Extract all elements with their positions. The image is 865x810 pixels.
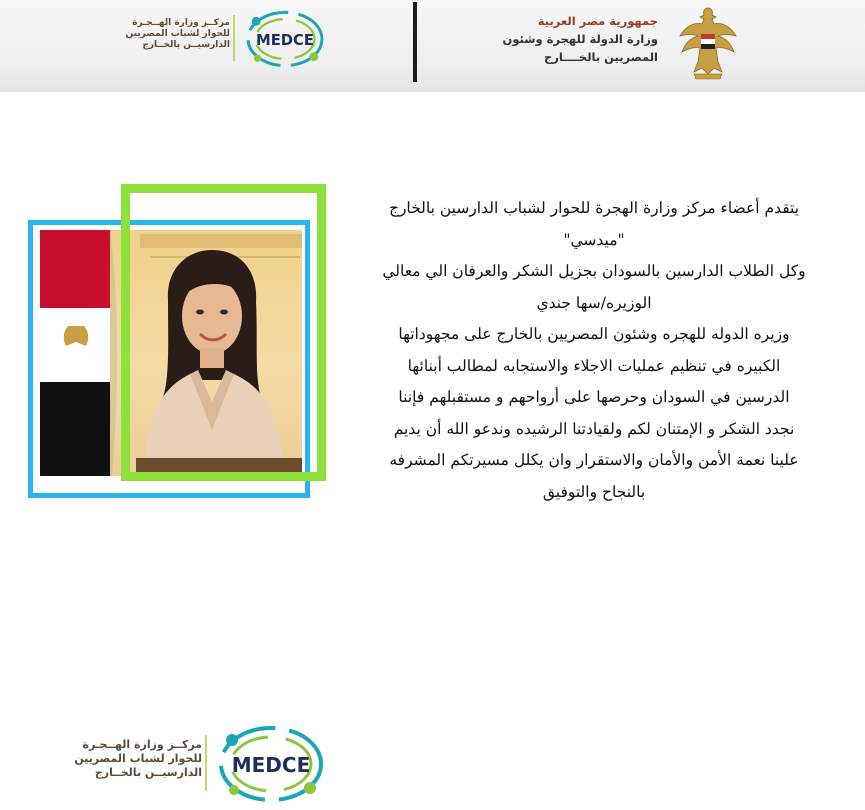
ministry-name: [468, 12, 658, 66]
medce-line: للحوار لشباب المصريين: [125, 29, 230, 39]
medce-logo-label: MEDCE: [256, 31, 314, 49]
header-banner: [0, 0, 865, 92]
footer-medce-name: [52, 738, 202, 780]
minister-photo-frame: [28, 184, 328, 504]
message-line: الوزيره/سها جندي: [536, 293, 652, 312]
medce-separator: [233, 15, 235, 61]
message-line: "ميدسي": [563, 230, 625, 249]
thank-you-message: [348, 193, 840, 508]
message-line: وكل الطلاب الدارسين بالسودان بجزيل الشكر والعرفان الي معالي: [382, 262, 806, 280]
medce-line: الدارسيــن بالخــارج: [94, 766, 202, 779]
message-line: الدرسين في السودان وحرصها على أرواحهم و مستقبلهم فإننا: [398, 388, 790, 406]
message-line: الكبيره في تنظيم عمليات الاجلاء والاستجابه لمطالب أبنائها: [407, 356, 781, 375]
ministry-line: وزارة الدولة للهجرة وشئون: [502, 32, 658, 46]
medce-logo-icon: [240, 5, 330, 73]
message-line: وزيره الدوله للهجره وشئون المصريين بالخارج على مجهوداتها: [398, 325, 790, 343]
footer-medce-logo-icon: [212, 718, 330, 810]
header-divider: [413, 2, 417, 82]
medce-line: مركــز وزارة الهــجـرة: [132, 18, 230, 28]
green-frame: [121, 184, 326, 481]
ministry-line: المصريين بالخــــارج: [543, 50, 658, 64]
medce-center-name: [118, 18, 230, 51]
footer-medce-separator: [205, 735, 207, 791]
footer-medce-logo-label: MEDCE: [231, 753, 311, 777]
medce-line: مركــز وزارة الهــجـرة: [82, 738, 202, 751]
message-line: نجدد الشكر و الإمتنان لكم ولقيادتنا الرشيده وندعو الله أن يديم: [393, 419, 795, 438]
medce-line: الدارسيــن بالخــارج: [142, 40, 230, 50]
message-line: يتقدم أعضاء مركز وزارة الهجرة للحوار لشباب الدارسين بالخارج: [388, 199, 800, 217]
medce-line: للحوار لشباب المصريين: [74, 752, 202, 765]
message-line: علينا نعمة الأمن والأمان والاستقرار وان يكلل مسيرتكم المشرفه: [389, 451, 799, 469]
message-line: بالنجاح والتوفيق: [542, 482, 646, 501]
ministry-line: جمهورية مصر العربية: [537, 14, 658, 28]
eagle-emblem-icon: [676, 2, 740, 82]
